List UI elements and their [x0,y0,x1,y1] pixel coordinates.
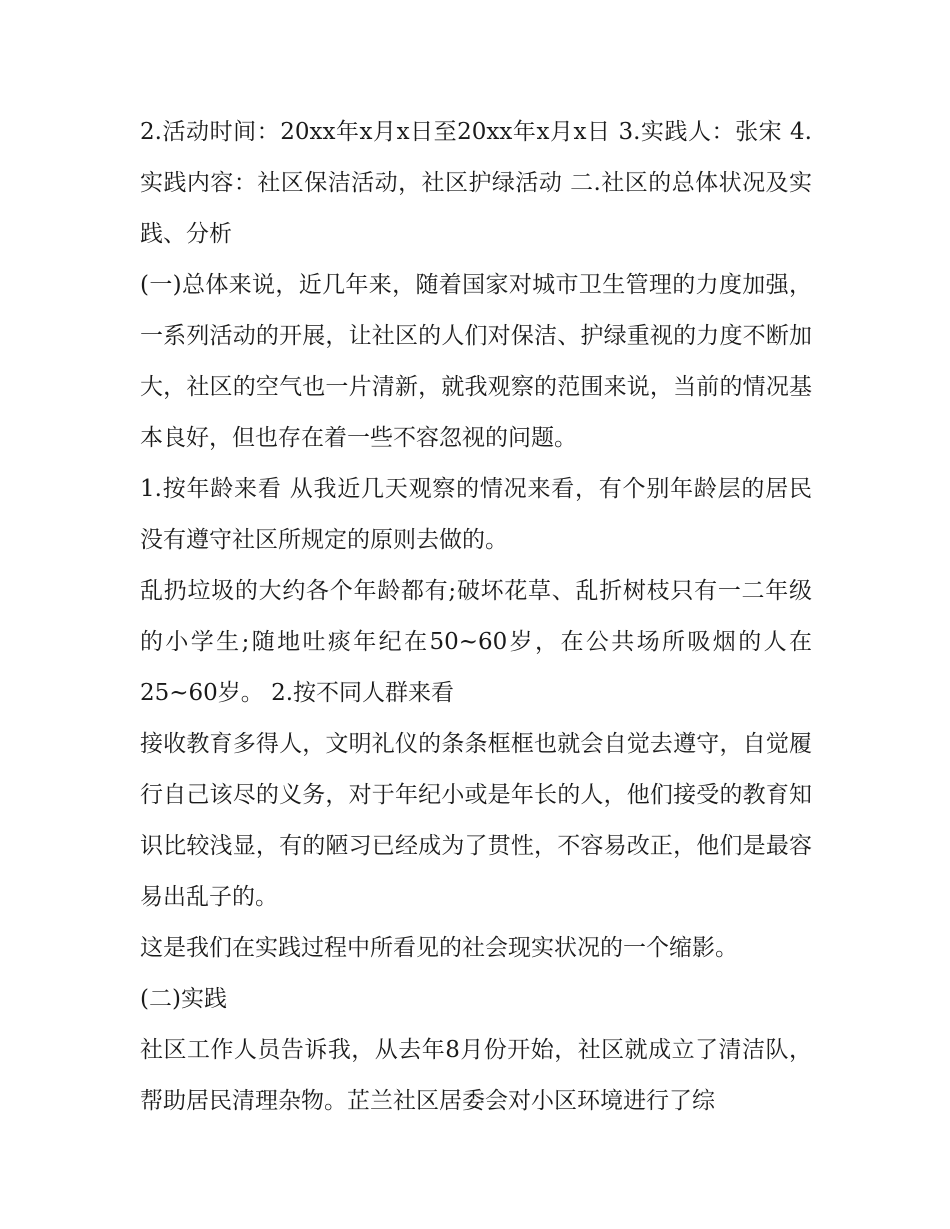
paragraph-activity-info: 2.活动时间：20xx年x月x日至20xx年x月x日 3.实践人：张宋 4.实践内容：社区保洁活动，社区护绿活动 二.社区的总体状况及实践、分析 [140,119,812,247]
paragraph-by-age: 1.按年龄来看 从我近几天观察的情况来看，有个别年龄层的居民没有遵守社区所规定的原则去做的。 [140,476,812,553]
paragraph-littering: 乱扔垃圾的大约各个年龄都有;破坏花草、乱折树枝只有一二年级的小学生;随地吐痰年纪在50~60岁，在公共场所吸烟的人在25~60岁。 2.按不同人群来看 [140,578,812,706]
paragraph-education: 接收教育多得人，文明礼仪的条条框框也就会自觉去遵守，自觉履行自己该尽的义务，对于年纪小或是年长的人，他们接受的教育知识比较浅显，有的陋习已经成为了贯性，不容易改正，他们是最容易出乱子的。 [140,731,812,910]
paragraph-overall-situation: (一)总体来说，近几年来，随着国家对城市卫生管理的力度加强，一系列活动的开展，让社区的人们对保洁、护绿重视的力度不断加大，社区的空气也一片清新，就我观察的范围来说，当前的情况基本良好，但也存在着一些不容忽视的问题。 [140,272,812,451]
paragraph-cleaning-team: 社区工作人员告诉我，从去年8月份开始，社区就成立了清洁队，帮助居民清理杂物。芷兰社区居委会对小区环境进行了综 [140,1037,812,1114]
document-body [140,107,812,1127]
paragraph-summary: 这是我们在实践过程中所看见的社会现实状况的一个缩影。 [140,935,738,961]
section-heading-practice: (二)实践 [140,986,227,1012]
